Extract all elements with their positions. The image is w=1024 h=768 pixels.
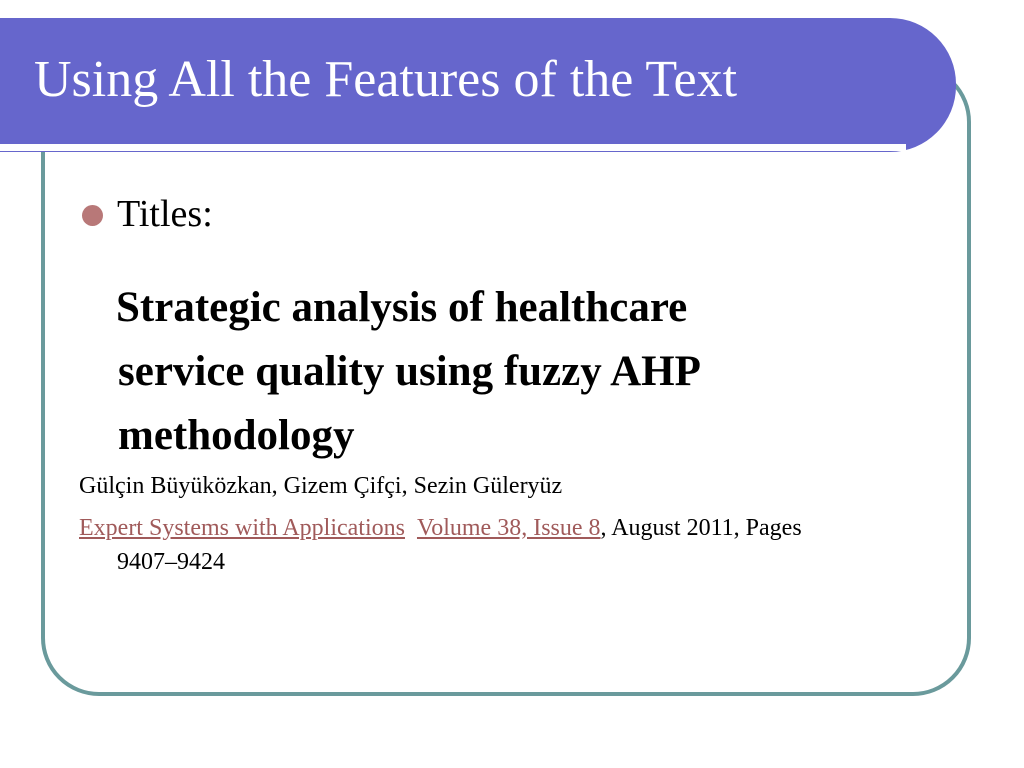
citation-date-pages: , August 2011, Pages	[600, 515, 802, 541]
volume-issue-link[interactable]: Volume 38, Issue 8	[416, 515, 601, 541]
bullet-item-titles	[82, 190, 213, 238]
title-underline-rule	[0, 144, 906, 151]
citation-page-range: 9407–9424	[117, 549, 225, 575]
bullet-label: Titles:	[117, 193, 213, 235]
paper-title	[118, 276, 838, 468]
bullet-dot-icon	[82, 205, 103, 226]
paper-title-line-1: Strategic analysis of healthcare	[116, 284, 688, 331]
paper-citation	[79, 511, 959, 579]
journal-link[interactable]: Expert Systems with Applications	[79, 515, 405, 541]
paper-title-line-2: service quality using fuzzy AHP	[118, 348, 701, 395]
paper-authors: Gülçin Büyüközkan, Gizem Çifçi, Sezin Güleryüz	[79, 473, 563, 499]
slide-title: Using All the Features of the Text	[34, 51, 738, 108]
paper-title-line-3: methodology	[118, 412, 355, 459]
